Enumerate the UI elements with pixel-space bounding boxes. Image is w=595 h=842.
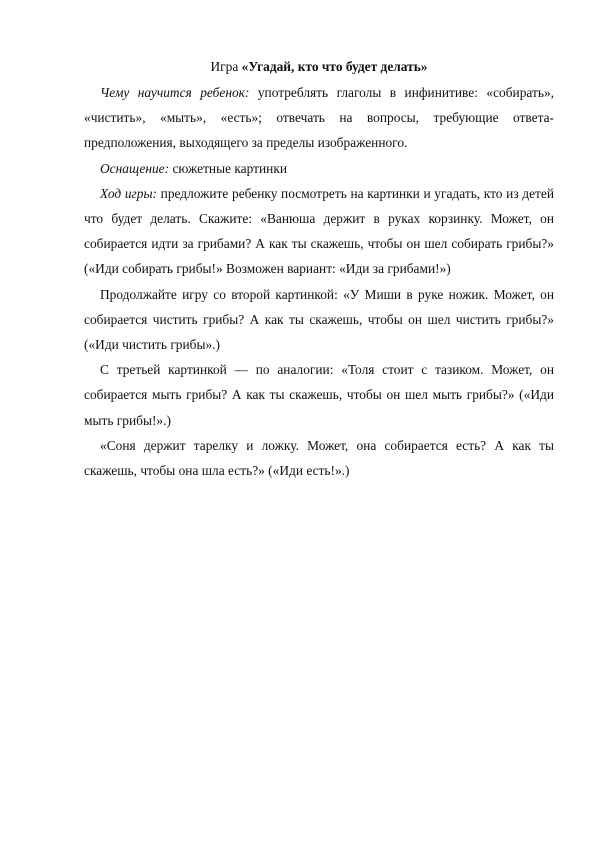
document-body [84,58,554,483]
paragraph-text: Продолжайте игру со второй картинкой: «У Миши в руке ножик. Может, он собирается чистить грибы? А как ты скажешь, чтобы он шел чистить грибы?» («Иди чистить грибы».) [84,286,554,353]
paragraph-text: предложите ребенку посмотреть на картинки и угадать, кто из детей что будет делать. Скажите: «Ванюша держит в руках корзинку. Может, он собирается идти за грибами? А как ты скажешь, чтобы он шел собирать грибы?» («Иди собирать грибы!» Возможен вариант: «Иди за грибами!») [84,185,554,277]
paragraph-second-picture [84,282,554,358]
paragraph-game-procedure [84,181,554,282]
paragraph-text: употреблять глаголы в инфинитиве: «собирать», «чистить», «мыть», «есть»; отвечать на вопросы, требующие ответа-предположения, выходящего за пределы изображенного. [84,85,554,151]
paragraph-third-picture [84,357,554,433]
paragraph-label: Оснащение: [100,160,170,176]
title-prefix: Игра [210,59,242,74]
paragraph-fourth-picture [84,433,554,483]
paragraph-text: сюжетные картинки [169,160,287,176]
paragraph-learning-goal [84,80,554,156]
document-title [84,58,554,76]
paragraph-label: Ход игры: [100,185,157,201]
game-name: «Угадай, кто что будет делать» [241,59,428,74]
paragraph-text: «Соня держит тарелку и ложку. Может, она собирается есть? А как ты скажешь, чтобы она шла есть?» («Иди есть!».) [84,437,554,479]
paragraph-equipment [84,156,554,181]
paragraph-label: Чему научится ребенок: [100,85,250,100]
paragraph-text: С третьей картинкой — по аналогии: «Толя стоит с тазиком. Может, он собирается мыть грибы? А как ты скажешь, чтобы он шел мыть грибы?» («Иди мыть грибы!».) [84,362,554,428]
